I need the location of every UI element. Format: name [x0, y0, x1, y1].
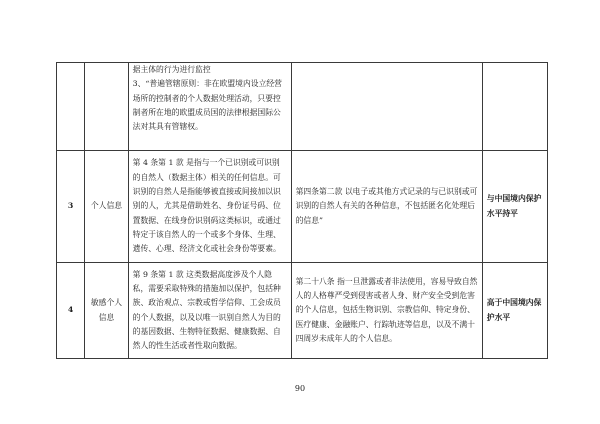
eu-provision-cell [128, 151, 291, 263]
comparison-cell [482, 63, 547, 151]
cn-provision-text: 第四条第二款 以电子或其他方式记录的与已识别或可识别的自然人有关的各种信息，不包括匿名化处理后的信息” [295, 187, 478, 225]
eu-provision-text: 据主体的行为进行监控 3、“普遍管辖原则：非在欧盟境内设立经营场所的控制者的个人数据处理活动，只要控制者所在地的欧盟成员国的法律根据国际公法对其具有管辖权。 [132, 65, 282, 132]
cn-provision-cell [291, 263, 482, 359]
table-row [57, 63, 548, 151]
table-row [57, 151, 548, 263]
row-number: 3 [57, 151, 85, 263]
row-number: 4 [57, 263, 85, 359]
eu-provision-text: 第 4 条第 1 款 是指与一个已识别或可识别的自然人（数据主体）相关的任何信息。可识别的自然人是指能够被直接或间接加以识别的人，尤其是借助姓名、身份证号码、位置数据、在线身份识别码这类标识，或通过特定于该自然人的一个或多个身体、生理、遗传、心理、经济文化或社会身份等要素。 [132, 158, 281, 254]
eu-provision-cell [128, 63, 291, 151]
page-number: 90 [294, 384, 306, 393]
row-number [57, 63, 85, 151]
row-category: 个人信息 [85, 151, 128, 263]
comparison-table [56, 62, 548, 359]
eu-provision-text: 第 9 条第 1 款 这类数据高度涉及个人隐私，需要采取特殊的措施加以保护，包括种族、政治观点、宗教或哲学信仰、工会成员的个人数据，以及以唯一识别自然人为目的的基因数据、生物特征数据、健康数据、自然人的性生活或者性取向数据。 [132, 269, 281, 351]
cn-provision-cell [291, 63, 482, 151]
row-category: 敏感个人信息 [85, 263, 128, 359]
table-row [57, 263, 548, 359]
row-category [85, 63, 128, 151]
comparison-cell [482, 263, 547, 359]
comparison-cell [482, 151, 547, 263]
cn-provision-cell [291, 151, 482, 263]
cn-provision-text: 第二十八条 指一旦泄露或者非法使用，容易导致自然人的人格尊严受到侵害或者人身、财产安全受到危害的个人信息，包括生物识别、宗教信仰、特定身份、医疗健康、金融账户、行踪轨迹等信息，以及不满十四周岁未成年人的个人信息。 [295, 276, 478, 343]
comparison-text: 与中国境内保护水平持平 [486, 194, 542, 218]
comparison-text: 高于中国境内保护水平 [486, 298, 542, 322]
eu-provision-cell [128, 263, 291, 359]
